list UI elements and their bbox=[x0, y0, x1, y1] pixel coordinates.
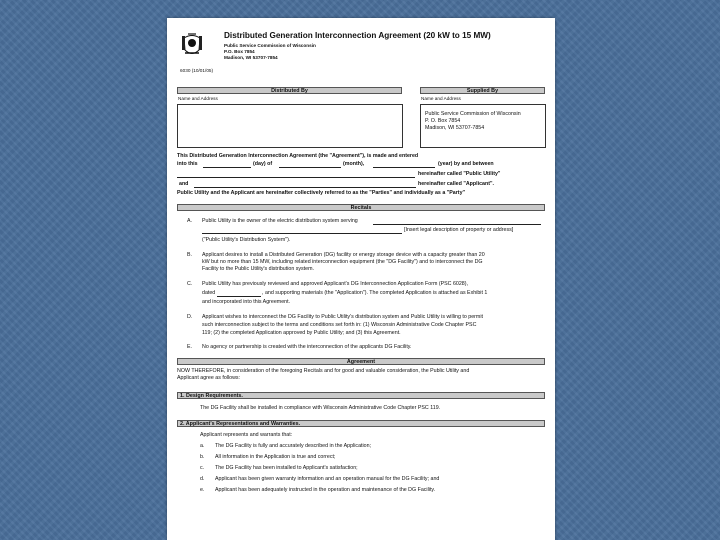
agreement-line: Applicant agree as follows: bbox=[177, 375, 241, 381]
recital-c-line3: and incorporated into this Agreement. bbox=[202, 299, 291, 305]
warranty-item-label: d. bbox=[200, 476, 205, 482]
recital-c-line2: , and supporting materials (the "Application"). The completed Application is attached as Exhibit 1 bbox=[262, 290, 488, 296]
state-seal-icon bbox=[180, 32, 204, 58]
applicant-blank bbox=[194, 187, 416, 188]
distributor-address-field bbox=[177, 104, 403, 148]
recital-c-line1: Public Utility has previously reviewed and approved Applicant's DG Interconnection Application Form (PSC 6028), bbox=[202, 281, 468, 287]
recital-e-label: E. bbox=[187, 344, 193, 350]
issuer-name: Public Service Commission of Wisconsin bbox=[224, 43, 316, 48]
document-title: Distributed Generation Interconnection Agreement (20 kW to 15 MW) bbox=[224, 31, 491, 40]
supplier-line-2: P. O. Box 7854 bbox=[425, 118, 461, 124]
section-1-text: The DG Facility shall be installed in compliance with Wisconsin Administrative Code Chapter PSC 119. bbox=[200, 405, 441, 411]
warranty-item-text: Applicant has been given warranty information and an operation manual for the DG Facility; and bbox=[215, 476, 440, 482]
intro-into-this: into this bbox=[177, 161, 198, 167]
distributed-by-heading: Distributed By bbox=[177, 87, 402, 94]
section-2-heading: 2. Applicant's Representations and Warranties. bbox=[177, 420, 545, 427]
intro-applicant: hereinafter called "Applicant". bbox=[418, 181, 494, 187]
intro-year: (year) by and between bbox=[438, 161, 494, 167]
warranty-item-label: c. bbox=[200, 465, 205, 471]
issuer-address-line2: Madison, WI 53707-7854 bbox=[224, 55, 278, 60]
warranty-item-label: e. bbox=[200, 487, 205, 493]
distributor-name-label: Name and Address bbox=[178, 96, 218, 101]
recital-a-line2: [Insert legal description of property or address] bbox=[404, 227, 514, 233]
warranty-item-label: a. bbox=[200, 443, 205, 449]
supplier-line-1: Public Service Commission of Wisconsin bbox=[425, 111, 521, 117]
recital-c-dated: dated bbox=[202, 290, 216, 296]
month-blank bbox=[279, 167, 341, 168]
property-description-blank bbox=[202, 233, 402, 234]
agreement-line: NOW THEREFORE, in consideration of the foregoing Recitals and for good and valuable consideration, the Public Utility and bbox=[177, 368, 470, 374]
intro-day-of: (day) of bbox=[253, 161, 273, 167]
recital-e-line: No agency or partnership is created with the interconnection of the applicants DG Facility. bbox=[202, 344, 412, 350]
agreement-document-page bbox=[167, 18, 555, 540]
issuer-address-line1: P.O. Box 7854 bbox=[224, 49, 255, 54]
warranty-item-text: All information in the Application is true and correct; bbox=[215, 454, 336, 460]
recital-d-line: Applicant wishes to interconnect the DG Facility to Public Utility's distribution system and Public Utility is willing to permit bbox=[202, 314, 483, 320]
agreement-heading: Agreement bbox=[177, 358, 545, 365]
year-blank bbox=[373, 167, 435, 168]
recitals-heading: Recitals bbox=[177, 204, 545, 211]
intro-month: (month), bbox=[343, 161, 365, 167]
warranty-item-label: b. bbox=[200, 454, 205, 460]
recital-b-label: B. bbox=[187, 252, 193, 258]
recital-b-line: Applicant desires to install a Distributed Generation (DG) facility or energy storage device with a capacity greater than 20 bbox=[202, 252, 485, 258]
service-area-blank bbox=[373, 224, 541, 225]
recital-a-line3: ("Public Utility's Distribution System"). bbox=[202, 237, 291, 243]
recital-d-line: such interconnection subject to the terms and conditions set forth in: (1) Wisconsin Administrative Code Chapter PSC bbox=[202, 322, 477, 328]
warranty-item-text: The DG Facility has been installed to Applicant's satisfaction; bbox=[215, 465, 358, 471]
intro-parties: Public Utility and the Applicant are hereinafter collectively referred to as the "Parties" and individually as a "Party" bbox=[177, 190, 466, 196]
application-date-blank bbox=[217, 296, 261, 297]
intro-line-1: This Distributed Generation Interconnection Agreement (the "Agreement"), is made and entered bbox=[177, 153, 419, 159]
warranty-item-text: The DG Facility is fully and accurately described in the Application; bbox=[215, 443, 372, 449]
recital-a-label: A. bbox=[187, 218, 193, 224]
intro-public-utility: hereinafter called "Public Utility" bbox=[418, 171, 501, 177]
recital-d-line: 119; (2) the completed Application approved by Public Utility; and (3) this Agreement. bbox=[202, 330, 401, 336]
public-utility-blank bbox=[177, 177, 415, 178]
day-blank bbox=[203, 167, 251, 168]
intro-and: and bbox=[179, 181, 189, 187]
section-2-intro: Applicant represents and warrants that: bbox=[200, 432, 293, 438]
warranty-item-text: Applicant has been adequately instructed in the operation and maintenance of the DG Facility. bbox=[215, 487, 436, 493]
recital-a-line1: Public Utility is the owner of the electric distribution system serving bbox=[202, 218, 358, 224]
form-code: 6030 (10/01/05) bbox=[180, 68, 214, 73]
recital-b-line: kW but no more than 15 MW, including related interconnection equipment (the "DG Facility") and to interconnect the DG bbox=[202, 259, 483, 265]
recital-c-label: C. bbox=[187, 281, 193, 287]
section-1-heading: 1. Design Requirements. bbox=[177, 392, 545, 399]
supplier-name-label: Name and Address bbox=[421, 96, 461, 101]
recital-d-label: D. bbox=[187, 314, 193, 320]
supplier-line-3: Madison, WI 53707-7854 bbox=[425, 125, 485, 131]
supplied-by-heading: Supplied By bbox=[420, 87, 545, 94]
recital-b-line: Facility to the Public Utility's distribution system. bbox=[202, 266, 314, 272]
